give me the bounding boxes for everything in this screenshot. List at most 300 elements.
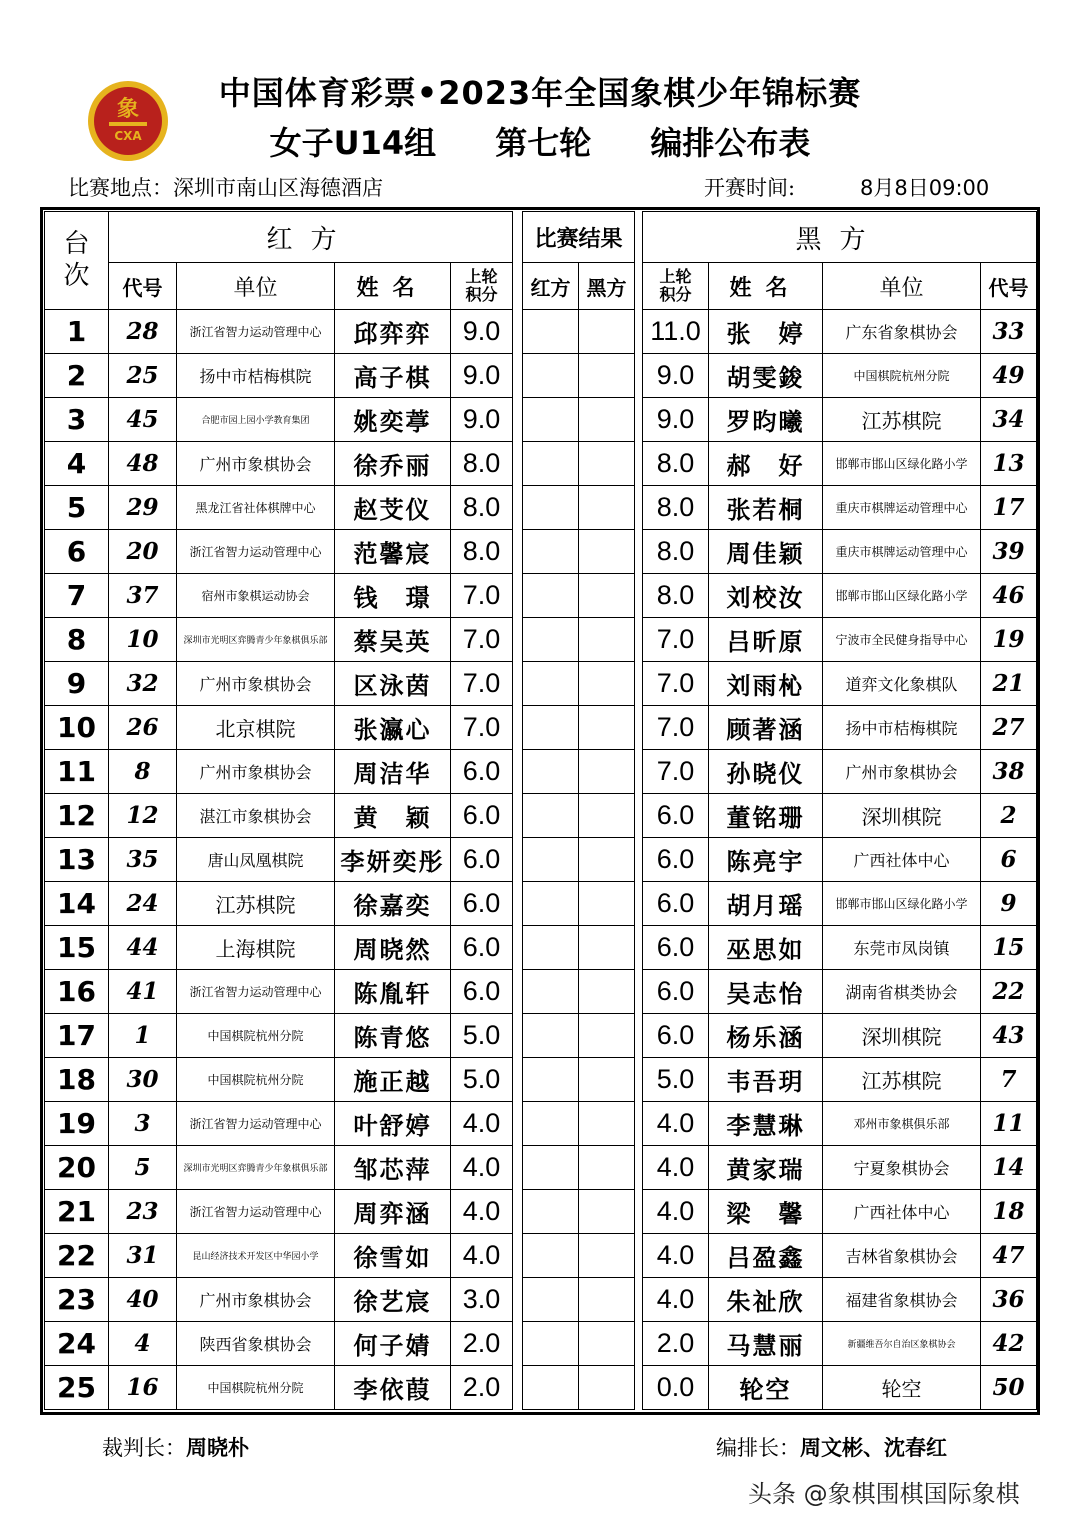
chief-arranger-label: 编排长： bbox=[716, 1436, 800, 1460]
result-black bbox=[579, 1322, 635, 1366]
board-number: 13 bbox=[45, 838, 109, 882]
chief-referee bbox=[102, 1432, 249, 1462]
red-name: 陈青悠 bbox=[335, 1014, 451, 1058]
column-gap bbox=[635, 1146, 643, 1190]
red-prev-score: 7.0 bbox=[451, 618, 513, 662]
black-name: 顾著涵 bbox=[709, 706, 823, 750]
black-code: 2 bbox=[981, 794, 1037, 838]
table-row bbox=[45, 442, 1037, 486]
header-black-side: 黑方 bbox=[643, 212, 1037, 263]
table-row bbox=[45, 1278, 1037, 1322]
board-number: 22 bbox=[45, 1234, 109, 1278]
column-gap bbox=[635, 794, 643, 838]
result-black bbox=[579, 794, 635, 838]
red-code: 40 bbox=[109, 1278, 177, 1322]
table-row bbox=[45, 398, 1037, 442]
black-code: 46 bbox=[981, 574, 1037, 618]
red-code: 12 bbox=[109, 794, 177, 838]
red-code: 48 bbox=[109, 442, 177, 486]
red-prev-score: 6.0 bbox=[451, 926, 513, 970]
header-result: 比赛结果 bbox=[523, 212, 635, 263]
red-code: 23 bbox=[109, 1190, 177, 1234]
black-prev-score: 6.0 bbox=[643, 1014, 709, 1058]
board-number: 24 bbox=[45, 1322, 109, 1366]
result-red bbox=[523, 926, 579, 970]
column-gap bbox=[635, 750, 643, 794]
black-code: 38 bbox=[981, 750, 1037, 794]
black-unit: 邯郸市邯山区绿化路小学 bbox=[823, 882, 981, 926]
red-prev-score: 4.0 bbox=[451, 1102, 513, 1146]
red-prev-score: 6.0 bbox=[451, 750, 513, 794]
red-unit: 广州市象棋协会 bbox=[177, 1278, 335, 1322]
red-prev-score: 5.0 bbox=[451, 1014, 513, 1058]
red-name: 赵芠仪 bbox=[335, 486, 451, 530]
table-row bbox=[45, 618, 1037, 662]
column-gap bbox=[635, 1322, 643, 1366]
red-unit: 中国棋院杭州分院 bbox=[177, 1058, 335, 1102]
board-number: 1 bbox=[45, 310, 109, 354]
black-code: 13 bbox=[981, 442, 1037, 486]
result-red bbox=[523, 1146, 579, 1190]
column-gap bbox=[635, 706, 643, 750]
column-gap bbox=[513, 442, 523, 486]
red-unit: 昆山经济技术开发区中华园小学 bbox=[177, 1234, 335, 1278]
red-name: 徐乔丽 bbox=[335, 442, 451, 486]
red-unit: 宿州市象棋运动协会 bbox=[177, 574, 335, 618]
black-prev-score: 4.0 bbox=[643, 1102, 709, 1146]
black-prev-score: 7.0 bbox=[643, 750, 709, 794]
table-row bbox=[45, 354, 1037, 398]
red-prev-score: 7.0 bbox=[451, 706, 513, 750]
black-code: 50 bbox=[981, 1366, 1037, 1410]
header-black-unit: 单位 bbox=[823, 263, 981, 310]
table-row bbox=[45, 750, 1037, 794]
column-gap bbox=[513, 574, 523, 618]
board-number: 11 bbox=[45, 750, 109, 794]
result-black bbox=[579, 574, 635, 618]
red-name: 何子婧 bbox=[335, 1322, 451, 1366]
result-red bbox=[523, 354, 579, 398]
black-name: 刘雨杺 bbox=[709, 662, 823, 706]
red-prev-score: 9.0 bbox=[451, 310, 513, 354]
board-number: 10 bbox=[45, 706, 109, 750]
column-gap bbox=[513, 486, 523, 530]
black-prev-score: 8.0 bbox=[643, 442, 709, 486]
black-unit: 重庆市棋牌运动管理中心 bbox=[823, 486, 981, 530]
board-number: 25 bbox=[45, 1366, 109, 1410]
black-name: 马慧丽 bbox=[709, 1322, 823, 1366]
header-black-name: 姓名 bbox=[709, 263, 823, 310]
board-number: 17 bbox=[45, 1014, 109, 1058]
black-name: 李慧琳 bbox=[709, 1102, 823, 1146]
black-code: 47 bbox=[981, 1234, 1037, 1278]
black-unit: 宁夏象棋协会 bbox=[823, 1146, 981, 1190]
red-name: 蔡吴英 bbox=[335, 618, 451, 662]
red-unit: 合肥市园上园小学教育集团 bbox=[177, 398, 335, 442]
black-unit: 广西社体中心 bbox=[823, 1190, 981, 1234]
red-code: 29 bbox=[109, 486, 177, 530]
black-name: 朱祉欣 bbox=[709, 1278, 823, 1322]
column-gap bbox=[513, 838, 523, 882]
black-code: 19 bbox=[981, 618, 1037, 662]
result-red bbox=[523, 1234, 579, 1278]
black-name: 郝 好 bbox=[709, 442, 823, 486]
red-prev-score: 6.0 bbox=[451, 838, 513, 882]
column-gap bbox=[513, 1366, 523, 1410]
red-name: 徐艺宸 bbox=[335, 1278, 451, 1322]
chief-referee-label: 裁判长： bbox=[102, 1436, 186, 1460]
black-code: 49 bbox=[981, 354, 1037, 398]
red-name: 李妍奕彤 bbox=[335, 838, 451, 882]
board-number: 23 bbox=[45, 1278, 109, 1322]
result-black bbox=[579, 882, 635, 926]
red-unit: 浙江省智力运动管理中心 bbox=[177, 1102, 335, 1146]
black-name: 韦吾玥 bbox=[709, 1058, 823, 1102]
column-gap bbox=[513, 310, 523, 354]
board-number: 16 bbox=[45, 970, 109, 1014]
red-unit: 上海棋院 bbox=[177, 926, 335, 970]
column-gap bbox=[635, 310, 643, 354]
black-name: 胡月瑶 bbox=[709, 882, 823, 926]
red-name: 范馨宸 bbox=[335, 530, 451, 574]
column-gap bbox=[635, 1014, 643, 1058]
black-unit: 江苏棋院 bbox=[823, 398, 981, 442]
red-name: 李依葭 bbox=[335, 1366, 451, 1410]
black-name: 吴志怡 bbox=[709, 970, 823, 1014]
column-gap bbox=[635, 1102, 643, 1146]
black-name: 陈亮宇 bbox=[709, 838, 823, 882]
result-red bbox=[523, 310, 579, 354]
header-red-prev-score: 上轮积分 bbox=[451, 263, 513, 310]
black-prev-score: 4.0 bbox=[643, 1190, 709, 1234]
black-prev-score: 6.0 bbox=[643, 970, 709, 1014]
red-prev-score: 6.0 bbox=[451, 882, 513, 926]
black-unit: 轮空 bbox=[823, 1366, 981, 1410]
result-black bbox=[579, 1102, 635, 1146]
board-number: 3 bbox=[45, 398, 109, 442]
result-red bbox=[523, 1322, 579, 1366]
red-name: 张瀛心 bbox=[335, 706, 451, 750]
result-black bbox=[579, 442, 635, 486]
red-code: 5 bbox=[109, 1146, 177, 1190]
column-gap bbox=[513, 354, 523, 398]
column-gap bbox=[513, 882, 523, 926]
black-prev-score: 8.0 bbox=[643, 574, 709, 618]
red-code: 45 bbox=[109, 398, 177, 442]
column-gap bbox=[513, 750, 523, 794]
black-prev-score: 5.0 bbox=[643, 1058, 709, 1102]
column-gap bbox=[635, 1190, 643, 1234]
table-row bbox=[45, 1366, 1037, 1410]
result-black bbox=[579, 1278, 635, 1322]
column-gap bbox=[635, 354, 643, 398]
board-number: 8 bbox=[45, 618, 109, 662]
black-prev-score: 4.0 bbox=[643, 1146, 709, 1190]
black-code: 17 bbox=[981, 486, 1037, 530]
black-prev-score: 6.0 bbox=[643, 882, 709, 926]
column-gap bbox=[513, 1014, 523, 1058]
black-name: 黄家瑞 bbox=[709, 1146, 823, 1190]
red-unit: 唐山凤凰棋院 bbox=[177, 838, 335, 882]
venue-value: 深圳市南山区海德酒店 bbox=[173, 176, 383, 200]
black-unit: 重庆市棋牌运动管理中心 bbox=[823, 530, 981, 574]
red-name: 周洁华 bbox=[335, 750, 451, 794]
column-gap bbox=[635, 486, 643, 530]
red-prev-score: 9.0 bbox=[451, 398, 513, 442]
result-black bbox=[579, 310, 635, 354]
black-prev-score: 2.0 bbox=[643, 1322, 709, 1366]
red-unit: 黑龙江省社体棋牌中心 bbox=[177, 486, 335, 530]
black-code: 34 bbox=[981, 398, 1037, 442]
result-black bbox=[579, 1366, 635, 1410]
red-code: 16 bbox=[109, 1366, 177, 1410]
red-prev-score: 9.0 bbox=[451, 354, 513, 398]
red-code: 4 bbox=[109, 1322, 177, 1366]
black-prev-score: 6.0 bbox=[643, 794, 709, 838]
board-number: 19 bbox=[45, 1102, 109, 1146]
black-code: 15 bbox=[981, 926, 1037, 970]
page-subtitle bbox=[180, 118, 900, 164]
black-name: 梁 馨 bbox=[709, 1190, 823, 1234]
result-red bbox=[523, 1190, 579, 1234]
column-gap bbox=[513, 706, 523, 750]
red-code: 26 bbox=[109, 706, 177, 750]
black-unit: 邯郸市邯山区绿化路小学 bbox=[823, 574, 981, 618]
black-name: 张若桐 bbox=[709, 486, 823, 530]
result-red bbox=[523, 1102, 579, 1146]
table-row bbox=[45, 706, 1037, 750]
red-name: 周晓然 bbox=[335, 926, 451, 970]
column-gap bbox=[635, 662, 643, 706]
red-name: 施正越 bbox=[335, 1058, 451, 1102]
table-row bbox=[45, 1146, 1037, 1190]
table-row bbox=[45, 838, 1037, 882]
table-row bbox=[45, 1058, 1037, 1102]
black-code: 7 bbox=[981, 1058, 1037, 1102]
black-prev-score: 11.0 bbox=[643, 310, 709, 354]
red-code: 32 bbox=[109, 662, 177, 706]
column-gap bbox=[513, 1058, 523, 1102]
black-code: 9 bbox=[981, 882, 1037, 926]
result-black bbox=[579, 1014, 635, 1058]
result-red bbox=[523, 662, 579, 706]
red-name: 黄 颖 bbox=[335, 794, 451, 838]
table-row bbox=[45, 662, 1037, 706]
table-row bbox=[45, 1190, 1037, 1234]
table-row bbox=[45, 794, 1037, 838]
logo-cxa: CXA bbox=[114, 129, 142, 143]
header-black-prev-score: 上轮积分 bbox=[643, 263, 709, 310]
black-prev-score: 7.0 bbox=[643, 618, 709, 662]
red-name: 邹芯萍 bbox=[335, 1146, 451, 1190]
result-black bbox=[579, 1146, 635, 1190]
column-gap bbox=[635, 442, 643, 486]
black-code: 22 bbox=[981, 970, 1037, 1014]
black-prev-score: 9.0 bbox=[643, 354, 709, 398]
black-unit: 广西社体中心 bbox=[823, 838, 981, 882]
board-number: 4 bbox=[45, 442, 109, 486]
red-unit: 中国棋院杭州分院 bbox=[177, 1014, 335, 1058]
column-gap bbox=[513, 1190, 523, 1234]
black-prev-score: 4.0 bbox=[643, 1278, 709, 1322]
table-row bbox=[45, 1014, 1037, 1058]
result-red bbox=[523, 1278, 579, 1322]
black-unit: 宁波市全民健身指导中心 bbox=[823, 618, 981, 662]
black-unit: 道弈文化象棋队 bbox=[823, 662, 981, 706]
black-code: 18 bbox=[981, 1190, 1037, 1234]
result-black bbox=[579, 970, 635, 1014]
board-number: 9 bbox=[45, 662, 109, 706]
black-prev-score: 4.0 bbox=[643, 1234, 709, 1278]
red-prev-score: 8.0 bbox=[451, 442, 513, 486]
black-name: 张 婷 bbox=[709, 310, 823, 354]
venue-label: 比赛地点： bbox=[68, 176, 173, 200]
black-name: 吕昕原 bbox=[709, 618, 823, 662]
board-number: 12 bbox=[45, 794, 109, 838]
black-unit: 扬中市桔梅棋院 bbox=[823, 706, 981, 750]
red-code: 31 bbox=[109, 1234, 177, 1278]
red-name: 钱 璟 bbox=[335, 574, 451, 618]
red-unit: 深圳市光明区弈腾青少年象棋俱乐部 bbox=[177, 1146, 335, 1190]
table-row bbox=[45, 574, 1037, 618]
result-black bbox=[579, 530, 635, 574]
header-black-code: 代号 bbox=[981, 263, 1037, 310]
result-red bbox=[523, 486, 579, 530]
black-name: 罗昀曦 bbox=[709, 398, 823, 442]
black-prev-score: 8.0 bbox=[643, 530, 709, 574]
red-code: 24 bbox=[109, 882, 177, 926]
result-black bbox=[579, 618, 635, 662]
result-red bbox=[523, 750, 579, 794]
black-code: 21 bbox=[981, 662, 1037, 706]
black-name: 巫思如 bbox=[709, 926, 823, 970]
column-gap bbox=[635, 618, 643, 662]
result-red bbox=[523, 1058, 579, 1102]
red-prev-score: 7.0 bbox=[451, 574, 513, 618]
result-red bbox=[523, 530, 579, 574]
logo-glyph: 象 bbox=[116, 97, 140, 122]
red-unit: 浙江省智力运动管理中心 bbox=[177, 530, 335, 574]
red-prev-score: 5.0 bbox=[451, 1058, 513, 1102]
result-red bbox=[523, 794, 579, 838]
board-number: 2 bbox=[45, 354, 109, 398]
black-unit: 江苏棋院 bbox=[823, 1058, 981, 1102]
result-black bbox=[579, 486, 635, 530]
header-red-side: 红方 bbox=[109, 212, 513, 263]
result-red bbox=[523, 1366, 579, 1410]
column-gap bbox=[635, 970, 643, 1014]
black-name: 杨乐涵 bbox=[709, 1014, 823, 1058]
black-code: 39 bbox=[981, 530, 1037, 574]
red-name: 周弈涵 bbox=[335, 1190, 451, 1234]
column-gap bbox=[635, 212, 643, 310]
column-gap bbox=[513, 1322, 523, 1366]
title-group: 女子U14组 bbox=[269, 124, 437, 162]
red-prev-score: 6.0 bbox=[451, 794, 513, 838]
red-name: 区泳茵 bbox=[335, 662, 451, 706]
red-name: 徐嘉奕 bbox=[335, 882, 451, 926]
red-name: 徐雪如 bbox=[335, 1234, 451, 1278]
black-unit: 深圳棋院 bbox=[823, 794, 981, 838]
black-code: 11 bbox=[981, 1102, 1037, 1146]
red-prev-score: 4.0 bbox=[451, 1234, 513, 1278]
column-gap bbox=[635, 1278, 643, 1322]
red-unit: 湛江市象棋协会 bbox=[177, 794, 335, 838]
red-name: 高子棋 bbox=[335, 354, 451, 398]
venue bbox=[68, 172, 383, 202]
board-number: 15 bbox=[45, 926, 109, 970]
result-black bbox=[579, 1058, 635, 1102]
red-unit: 浙江省智力运动管理中心 bbox=[177, 970, 335, 1014]
board-number: 21 bbox=[45, 1190, 109, 1234]
red-code: 44 bbox=[109, 926, 177, 970]
red-unit: 深圳市光明区弈腾青少年象棋俱乐部 bbox=[177, 618, 335, 662]
chief-arranger bbox=[716, 1432, 947, 1462]
red-prev-score: 3.0 bbox=[451, 1278, 513, 1322]
watermark: 头条 @象棋围棋国际象棋 bbox=[748, 1480, 1020, 1508]
black-unit: 新疆维吾尔自治区象棋协会 bbox=[823, 1322, 981, 1366]
result-black bbox=[579, 1234, 635, 1278]
red-code: 28 bbox=[109, 310, 177, 354]
red-code: 35 bbox=[109, 838, 177, 882]
header-red-unit: 单位 bbox=[177, 263, 335, 310]
column-gap bbox=[635, 838, 643, 882]
black-name: 刘校汝 bbox=[709, 574, 823, 618]
board-number: 14 bbox=[45, 882, 109, 926]
table-row bbox=[45, 1322, 1037, 1366]
column-gap bbox=[635, 926, 643, 970]
red-code: 20 bbox=[109, 530, 177, 574]
red-prev-score: 7.0 bbox=[451, 662, 513, 706]
red-code: 30 bbox=[109, 1058, 177, 1102]
black-code: 36 bbox=[981, 1278, 1037, 1322]
black-name: 轮空 bbox=[709, 1366, 823, 1410]
title-round: 第七轮 bbox=[495, 124, 592, 162]
red-prev-score: 8.0 bbox=[451, 530, 513, 574]
header-red-code: 代号 bbox=[109, 263, 177, 310]
result-red bbox=[523, 1014, 579, 1058]
red-prev-score: 4.0 bbox=[451, 1146, 513, 1190]
black-unit: 中国棋院杭州分院 bbox=[823, 354, 981, 398]
pairing-table bbox=[44, 211, 1037, 1410]
column-gap bbox=[513, 970, 523, 1014]
table-row bbox=[45, 310, 1037, 354]
result-red bbox=[523, 706, 579, 750]
column-gap bbox=[635, 882, 643, 926]
black-unit: 吉林省象棋协会 bbox=[823, 1234, 981, 1278]
header-result-black: 黑方 bbox=[579, 263, 635, 310]
board-number: 18 bbox=[45, 1058, 109, 1102]
header-red-name: 姓名 bbox=[335, 263, 451, 310]
black-code: 27 bbox=[981, 706, 1037, 750]
red-code: 3 bbox=[109, 1102, 177, 1146]
board-number: 6 bbox=[45, 530, 109, 574]
cxa-logo-icon bbox=[87, 80, 169, 162]
red-prev-score: 2.0 bbox=[451, 1322, 513, 1366]
column-gap bbox=[635, 574, 643, 618]
red-code: 1 bbox=[109, 1014, 177, 1058]
red-name: 叶舒婷 bbox=[335, 1102, 451, 1146]
result-red bbox=[523, 970, 579, 1014]
black-unit: 广州市象棋协会 bbox=[823, 750, 981, 794]
black-prev-score: 8.0 bbox=[643, 486, 709, 530]
column-gap bbox=[513, 212, 523, 310]
result-black bbox=[579, 354, 635, 398]
black-prev-score: 9.0 bbox=[643, 398, 709, 442]
black-prev-score: 7.0 bbox=[643, 706, 709, 750]
chief-arranger-name: 周文彬、沈春红 bbox=[800, 1435, 947, 1460]
result-black bbox=[579, 838, 635, 882]
